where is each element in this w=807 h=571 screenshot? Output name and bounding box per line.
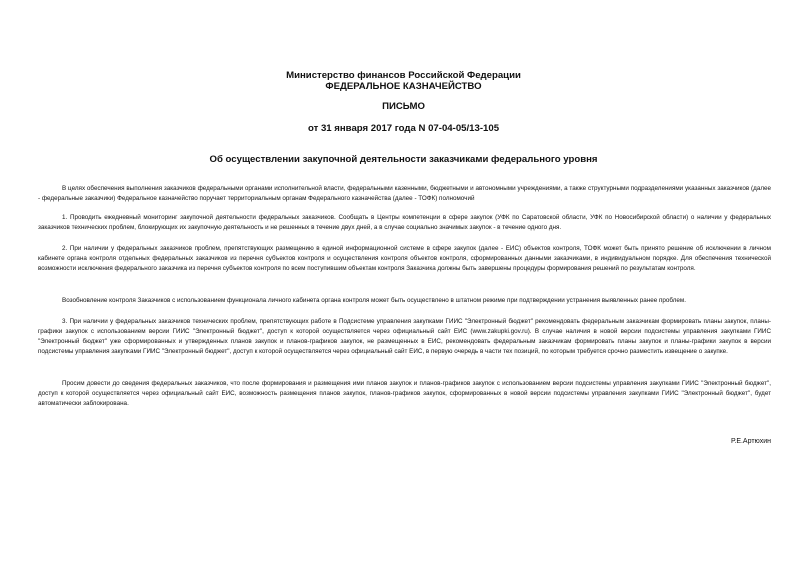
agency-name: ФЕДЕРАЛЬНОЕ КАЗНАЧЕЙСТВО bbox=[325, 81, 482, 92]
document-subject: Об осуществлении закупочной деятельности заказчиками федерального уровня bbox=[209, 154, 598, 165]
paragraph-request: Просим довести до сведения федеральных заказчиков, что после формирования и размещения ими планов закупок и планов-графиков закупок с использованием версии подсистемы управления закупками ГИИС "Электронный бюджет", доступ к которой осуществляется через официальный сайт ЕИС, возможность размещения планов закупок, планов-графиков закупок, сформированных в новой версии подсистемы управления закупками ГИИС "Электронный бюджет", будет автоматически заблокирована. bbox=[38, 380, 771, 407]
paragraph-1: 1. Проводить ежедневный мониторинг закупочной деятельности федеральных заказчиков. Сообщать в Центры компетенции в сфере закупок (УФК по Саратовской области, УФК по Новосибирской области) о наличии у федеральных заказчиков технических проблем, блокирующих их закупочную деятельность и не решенных в течение двух дней, а в случае социально значимых закупок - в течение одного дня. bbox=[38, 214, 771, 231]
document-type: ПИСЬМО bbox=[382, 101, 425, 112]
paragraph-resume-control: Возобновление контроля Заказчиков с использованием функционала личного кабинета органа контроля может быть осуществлено в штатном режиме при подтверждении устранения выявленных ранее проблем. bbox=[62, 297, 687, 304]
signature: Р.Е.Артюхин bbox=[731, 438, 771, 445]
paragraph-intro: В целях обеспечения выполнения заказчиков федеральными органами исполнительной власти, федеральными казенными, бюджетными и автономными учреждениями, а также структурными подразделениями указанных заказчиков (далее - федеральные заказчики) Федеральное казначейство поручает территориальным органам Федерального казначейства (далее - ТОФК) полномочий bbox=[38, 185, 771, 202]
paragraph-2: 2. При наличии у федеральных заказчиков проблем, препятствующих размещению в единой информационной системе в сфере закупок (далее - ЕИС) объектов контроля, ТОФК может быть принято решение об исключении в личном кабинете органа контроля отдельных федеральных заказчиков из перечня субъектов контроля и осуществления контроля объектов контроля, сформированных данными заказчиками, в индивидуальном порядке. Для обеспечения технической возможности исключения федерального заказчика из перечня субъектов контроля по всем поступившим объектам контроля Заказчика должны быть завершены процедуры формирования решений по результатам контроля. bbox=[38, 245, 771, 272]
ministry-name: Министерство финансов Российской Федерации bbox=[286, 70, 521, 81]
paragraph-3: 3. При наличии у федеральных заказчиков технических проблем, препятствующих работе в Подсистеме управления закупками ГИИС "Электронный бюджет" рекомендовать федеральным заказчикам формировать планы закупок, планы-графики закупок с использованием версии ГИИС "Электронный бюджет", доступ к которой осуществляется через официальный сайт ЕИС (www.zakupki.gov.ru). В случае наличия в новой версии подсистемы управления закупками ГИИС "Электронный бюджет" уже сформированных и утвержденных планов закупок и планов-графиков закупок, не размещенных в ЕИС, рекомендовать федеральным заказчикам формировать планы закупок и планы-графики закупок в версии подсистемы управления закупками ГИИС "Электронный бюджет", доступ к которой осуществляется через официальный сайт ЕИС, в первую очередь в части тех позиций, по которым требуется срочно разместить извещение о закупке. bbox=[38, 318, 771, 355]
document-date-number: от 31 января 2017 года N 07-04-05/13-105 bbox=[307, 123, 500, 134]
